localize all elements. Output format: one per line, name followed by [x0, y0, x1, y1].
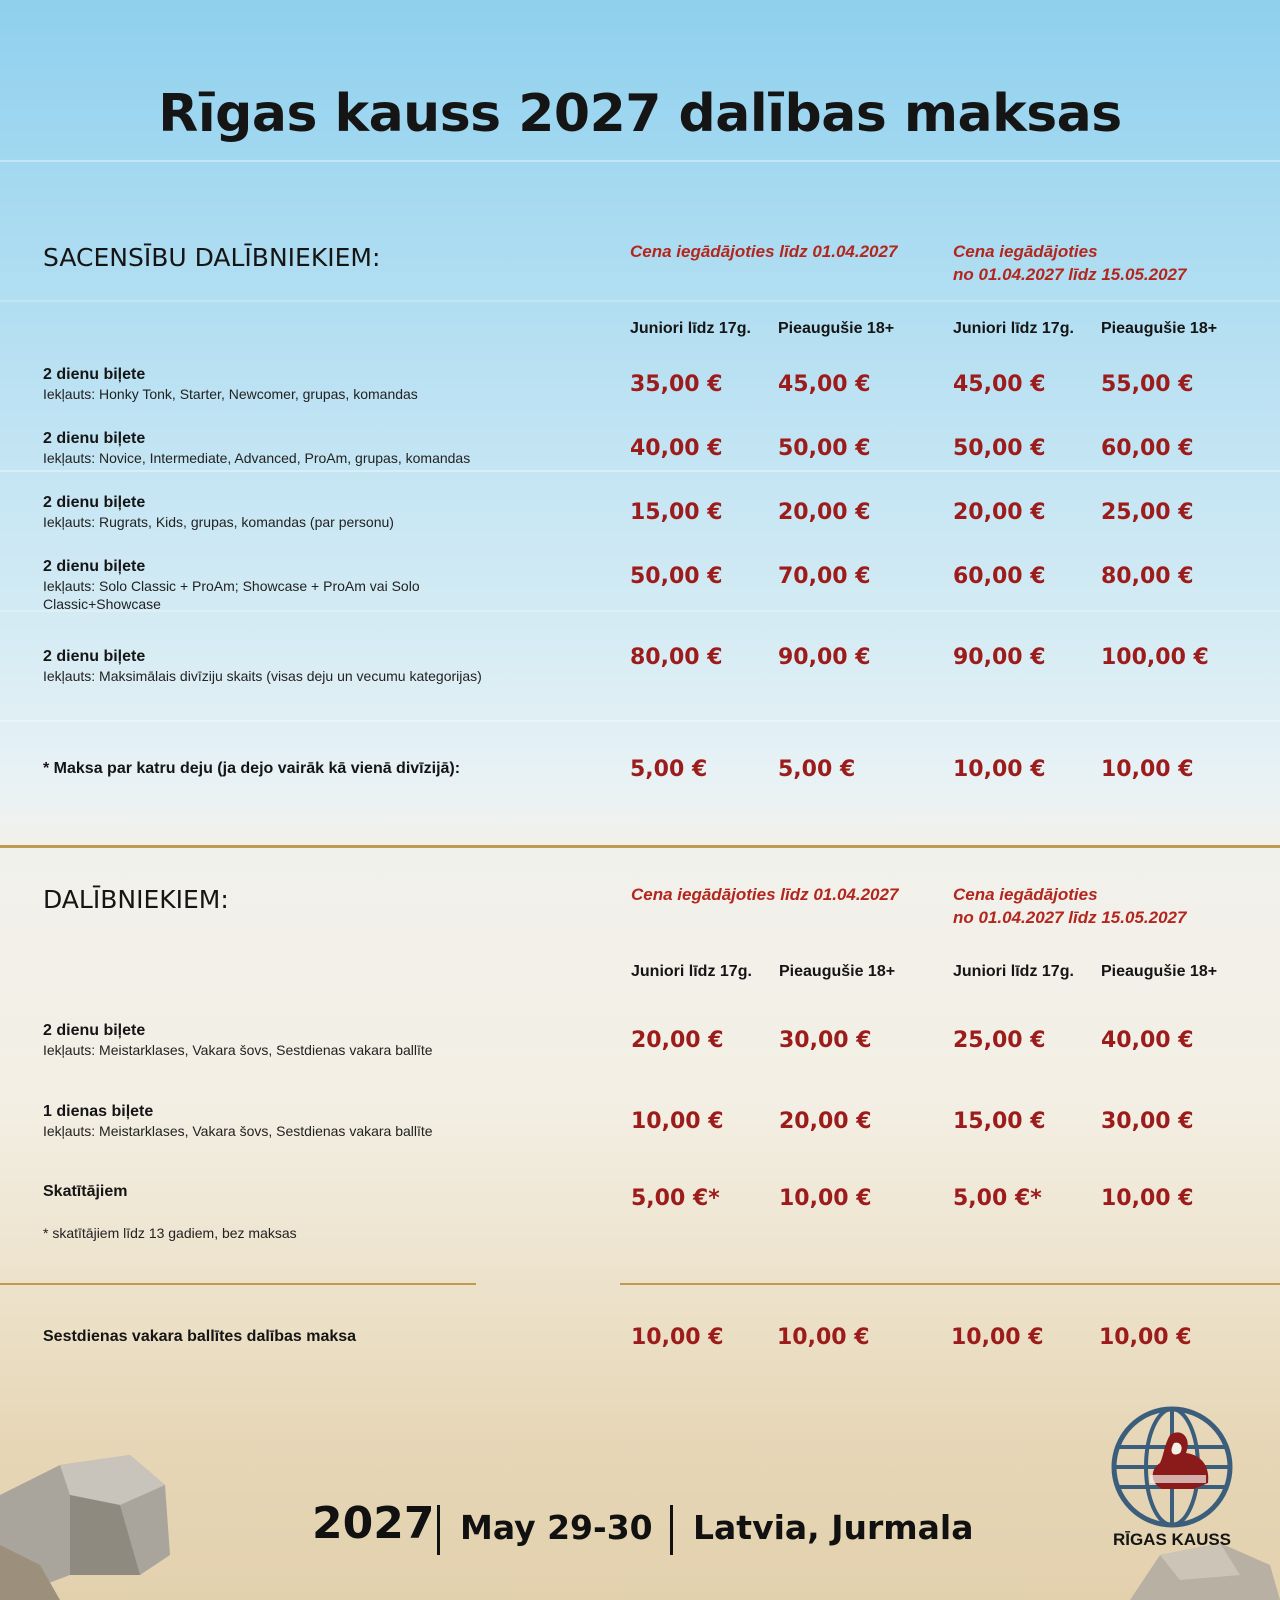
- price-cell: 50,00 €: [778, 436, 871, 461]
- price-cell: 10,00 €: [1099, 1325, 1192, 1350]
- price-cell: 90,00 €: [778, 645, 871, 670]
- section-divider: [620, 1283, 1280, 1285]
- section1-title: SACENSĪBU DALĪBNIEKIEM:: [43, 243, 381, 272]
- col-adults-early: Pieaugušie 18+: [778, 320, 895, 337]
- price-cell: 55,00 €: [1101, 372, 1194, 397]
- price-cell: 45,00 €: [778, 372, 871, 397]
- footer-dates: May 29-30: [460, 1508, 653, 1547]
- late-price-header-line1: Cena iegādājoties: [953, 885, 1098, 904]
- ticket-title: 2 dienu biļete: [43, 494, 146, 511]
- col-juniors-early: Juniori līdz 17g.: [630, 320, 751, 337]
- footer-divider: [670, 1505, 673, 1555]
- per-dance-fee-label: * Maksa par katru deju (ja dejo vairāk kā vienā divīzijā):: [43, 760, 461, 777]
- ticket-title: 2 dienu biļete: [43, 1022, 146, 1039]
- water-wave: [0, 470, 1280, 472]
- ticket-desc: Iekļauts: Rugrats, Kids, grupas, komandas (par personu): [43, 514, 394, 530]
- price-cell: 20,00 €: [779, 1109, 872, 1134]
- ticket-title: 2 dienu biļete: [43, 648, 146, 665]
- ticket-title: 1 dienas biļete: [43, 1103, 154, 1120]
- ticket-desc: Iekļauts: Solo Classic + ProAm; Showcase + ProAm vai Solo Classic+Showcase: [43, 578, 420, 612]
- rock-decoration: [0, 1425, 190, 1600]
- price-cell: 20,00 €: [778, 500, 871, 525]
- ticket-title: 2 dienu biļete: [43, 430, 146, 447]
- water-wave: [0, 720, 1280, 722]
- price-cell: 90,00 €: [953, 645, 1046, 670]
- col-adults-late: Pieaugušie 18+: [1101, 963, 1218, 980]
- col-juniors-late: Juniori līdz 17g.: [953, 320, 1074, 337]
- price-cell: 35,00 €: [630, 372, 723, 397]
- globe-rooster-icon: [1110, 1405, 1234, 1529]
- ticket-desc: Iekļauts: Novice, Intermediate, Advanced, ProAm, grupas, komandas: [43, 450, 471, 466]
- price-cell: 10,00 €: [631, 1325, 724, 1350]
- late-price-header-line1: Cena iegādājoties: [953, 242, 1098, 261]
- footer-year: 2027: [312, 1498, 435, 1549]
- price-cell: 5,00 €: [778, 757, 856, 782]
- spectators-footnote: * skatītājiem līdz 13 gadiem, bez maksas: [43, 1225, 297, 1241]
- price-cell: 5,00 €*: [631, 1186, 720, 1211]
- water-wave: [0, 300, 1280, 302]
- price-cell: 25,00 €: [953, 1028, 1046, 1053]
- logo-text: RĪGAS KAUSS: [1112, 1530, 1232, 1549]
- price-cell: 5,00 €: [630, 757, 708, 782]
- col-juniors-early: Juniori līdz 17g.: [631, 963, 752, 980]
- price-cell: 70,00 €: [778, 564, 871, 589]
- footer-location: Latvia, Jurmala: [693, 1508, 974, 1547]
- price-cell: 30,00 €: [1101, 1109, 1194, 1134]
- price-cell: 40,00 €: [1101, 1028, 1194, 1053]
- ticket-title: 2 dienu biļete: [43, 366, 146, 383]
- price-cell: 40,00 €: [630, 436, 723, 461]
- section-divider: [0, 845, 1280, 848]
- price-cell: 80,00 €: [630, 645, 723, 670]
- late-price-header-line2: no 01.04.2027 līdz 15.05.2027: [953, 265, 1187, 284]
- ticket-desc: Iekļauts: Honky Tonk, Starter, Newcomer, grupas, komandas: [43, 386, 418, 402]
- col-juniors-late: Juniori līdz 17g.: [953, 963, 1074, 980]
- party-fee-label: Sestdienas vakara ballītes dalības maksa: [43, 1328, 357, 1345]
- price-cell: 10,00 €: [951, 1325, 1044, 1350]
- late-price-header-line2: no 01.04.2027 līdz 15.05.2027: [953, 908, 1187, 927]
- price-cell: 100,00 €: [1101, 645, 1209, 670]
- price-cell: 10,00 €: [631, 1109, 724, 1134]
- ticket-desc: Iekļauts: Meistarklases, Vakara šovs, Sestdienas vakara ballīte: [43, 1042, 433, 1058]
- section2-title: DALĪBNIEKIEM:: [43, 885, 229, 914]
- ticket-title: 2 dienu biļete: [43, 558, 146, 575]
- price-cell: 50,00 €: [953, 436, 1046, 461]
- footer-divider: [437, 1505, 440, 1555]
- water-wave: [0, 160, 1280, 162]
- price-cell: 15,00 €: [630, 500, 723, 525]
- price-cell: 10,00 €: [1101, 757, 1194, 782]
- price-cell: 30,00 €: [779, 1028, 872, 1053]
- price-cell: 80,00 €: [1101, 564, 1194, 589]
- early-price-header: Cena iegādājoties līdz 01.04.2027: [630, 242, 898, 261]
- price-cell: 10,00 €: [779, 1186, 872, 1211]
- price-cell: 50,00 €: [630, 564, 723, 589]
- price-cell: 10,00 €: [777, 1325, 870, 1350]
- price-cell: 20,00 €: [953, 500, 1046, 525]
- price-cell: 25,00 €: [1101, 500, 1194, 525]
- ticket-desc: Iekļauts: Meistarklases, Vakara šovs, Sestdienas vakara ballīte: [43, 1123, 433, 1139]
- price-cell: 10,00 €: [1101, 1186, 1194, 1211]
- price-cell: 10,00 €: [953, 757, 1046, 782]
- col-adults-late: Pieaugušie 18+: [1101, 320, 1218, 337]
- price-cell: 15,00 €: [953, 1109, 1046, 1134]
- price-cell: 45,00 €: [953, 372, 1046, 397]
- section-divider: [0, 1283, 476, 1285]
- page-title: Rīgas kauss 2027 dalības maksas: [158, 84, 1122, 144]
- col-adults-early: Pieaugušie 18+: [779, 963, 896, 980]
- spectators-title: Skatītājiem: [43, 1183, 128, 1200]
- price-cell: 20,00 €: [631, 1028, 724, 1053]
- early-price-header: Cena iegādājoties līdz 01.04.2027: [631, 885, 899, 904]
- price-cell: 5,00 €*: [953, 1186, 1042, 1211]
- price-cell: 60,00 €: [953, 564, 1046, 589]
- price-cell: 60,00 €: [1101, 436, 1194, 461]
- ticket-desc: Iekļauts: Maksimālais divīziju skaits (visas deju un vecumu kategorijas): [43, 668, 482, 684]
